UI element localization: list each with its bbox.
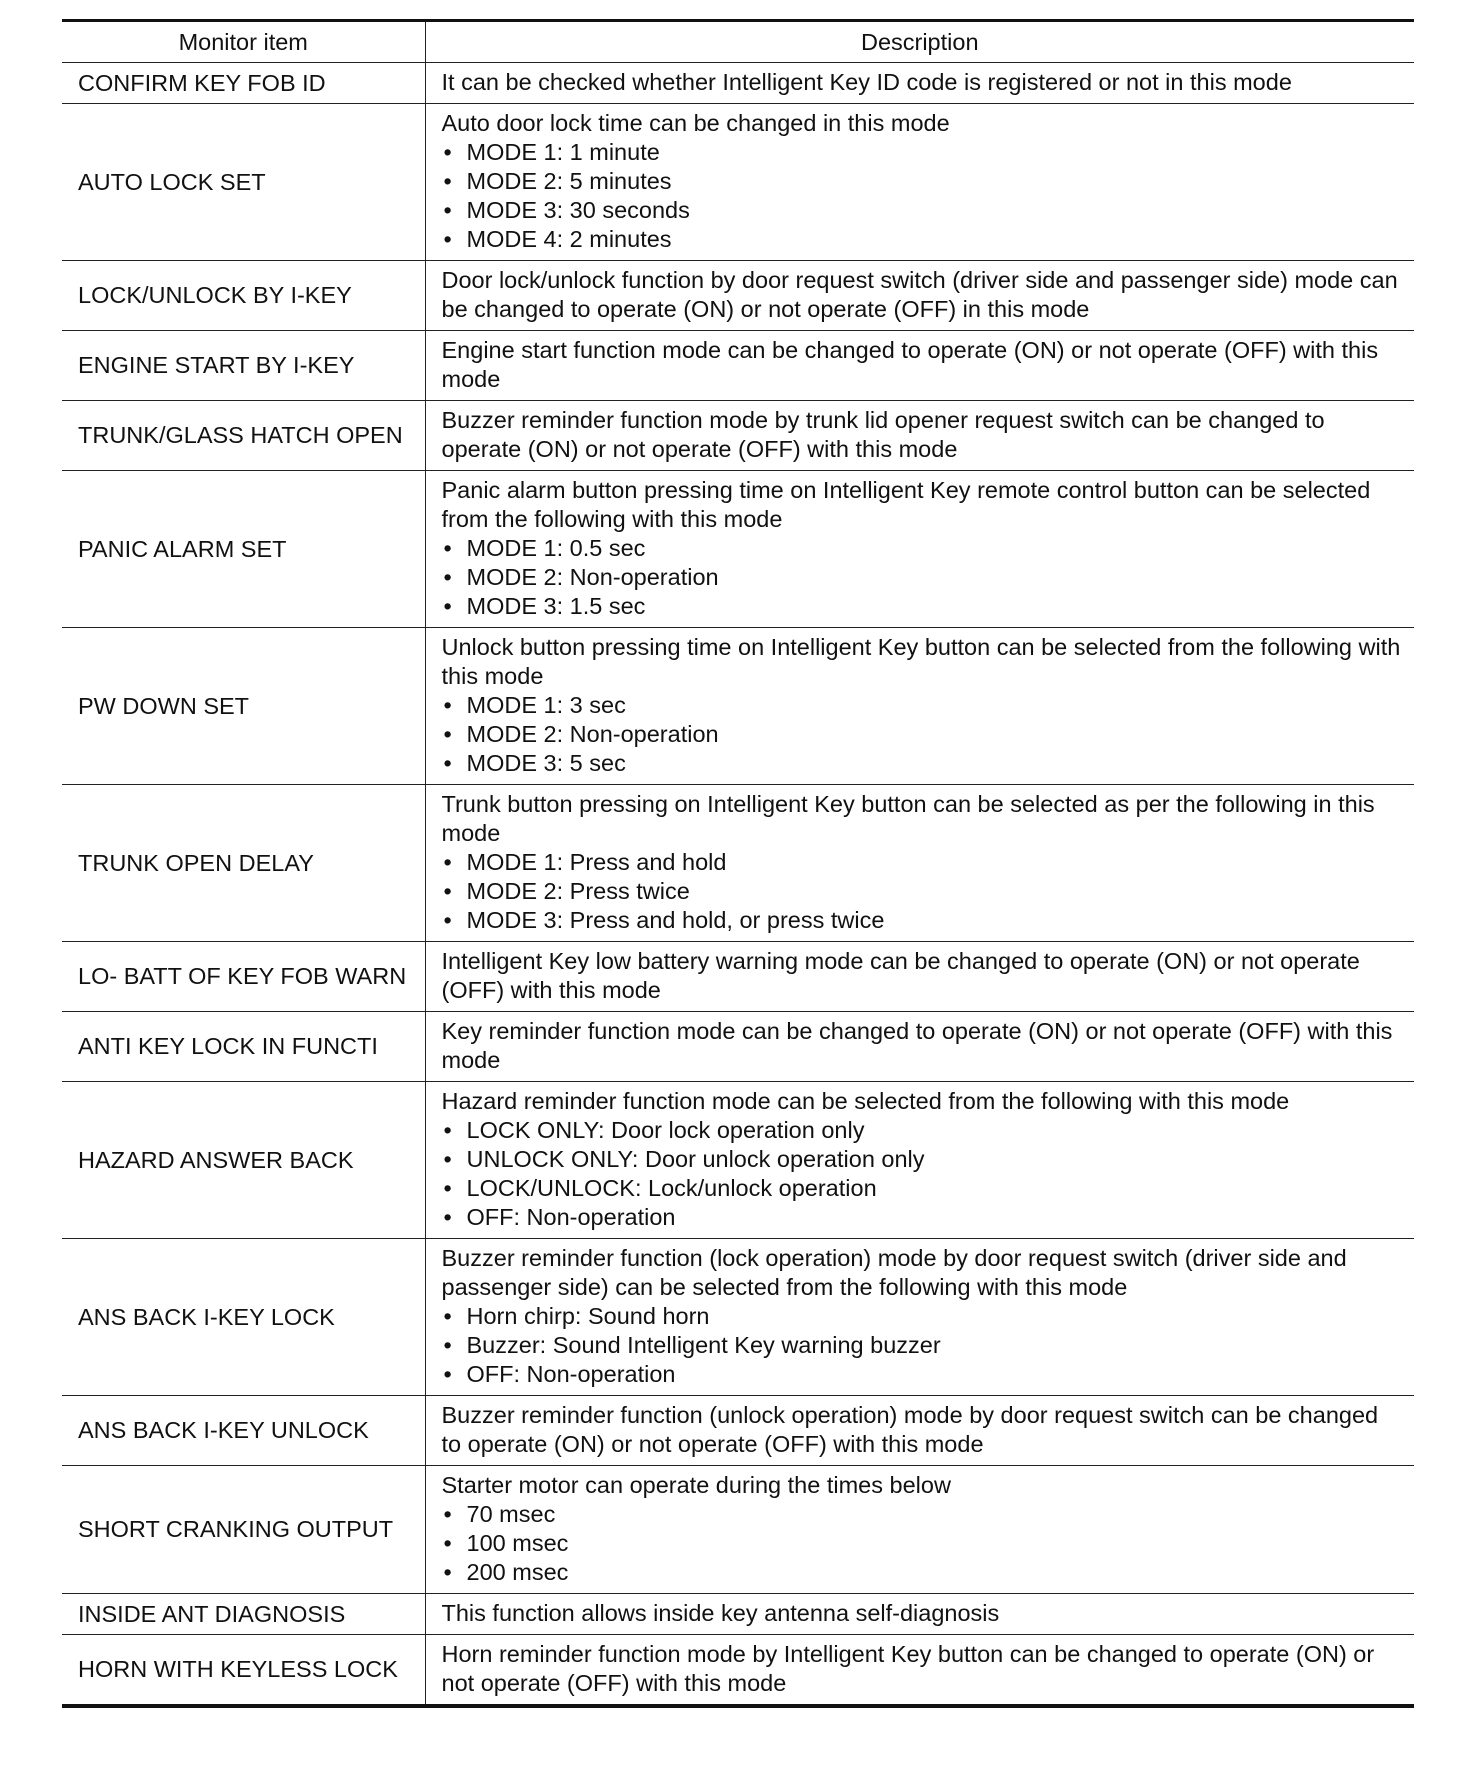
table-row — [62, 1012, 1414, 1082]
description-cell — [425, 471, 1414, 628]
table-body — [62, 63, 1414, 1707]
description-text: Buzzer reminder function mode by trunk lid opener request switch can be changed to operate (ON) or not operate (OFF) with this mode — [441, 407, 1325, 462]
description-text: It can be checked whether Intelligent Key ID code is registered or not in this mode — [441, 69, 1292, 95]
description-bullet-item: • 70 msec — [442, 1500, 1405, 1529]
monitor-item-cell: ANTI KEY LOCK IN FUNCTI — [62, 1012, 425, 1082]
monitor-item-cell: ANS BACK I-KEY LOCK — [62, 1239, 425, 1396]
monitor-item-cell: LOCK/UNLOCK BY I-KEY — [62, 261, 425, 331]
column-header-monitor-item: Monitor item — [62, 21, 425, 63]
monitor-item-cell: PANIC ALARM SET — [62, 471, 425, 628]
description-bullet-list — [442, 138, 1405, 254]
table-row — [62, 471, 1414, 628]
header-row — [62, 21, 1414, 63]
description-cell — [425, 261, 1414, 331]
description-text: Buzzer reminder function (unlock operation) mode by door request switch can be changed to operate (ON) or not operate (OFF) with this mode — [441, 1402, 1379, 1457]
description-bullet-item: • MODE 3: 1.5 sec — [442, 592, 1405, 621]
description-cell — [425, 942, 1414, 1012]
monitor-item-cell: TRUNK/GLASS HATCH OPEN — [62, 401, 425, 471]
monitor-item-cell: CONFIRM KEY FOB ID — [62, 63, 425, 104]
table-row — [62, 942, 1414, 1012]
description-bullet-list — [442, 1302, 1405, 1389]
monitor-item-cell: INSIDE ANT DIAGNOSIS — [62, 1594, 425, 1635]
table-row — [62, 785, 1414, 942]
description-cell — [425, 401, 1414, 471]
monitor-item-cell: LO- BATT OF KEY FOB WARN — [62, 942, 425, 1012]
table-row — [62, 628, 1414, 785]
description-cell — [425, 104, 1414, 261]
description-bullet-item: • MODE 3: 30 seconds — [442, 196, 1405, 225]
monitor-item-cell: TRUNK OPEN DELAY — [62, 785, 425, 942]
table-row — [62, 1396, 1414, 1466]
description-bullet-item: • MODE 1: 1 minute — [442, 138, 1405, 167]
description-cell — [425, 628, 1414, 785]
description-bullet-item: • UNLOCK ONLY: Door unlock operation only — [442, 1145, 1405, 1174]
monitor-item-cell: HORN WITH KEYLESS LOCK — [62, 1635, 425, 1707]
description-bullet-item: • MODE 2: Non-operation — [442, 563, 1405, 592]
description-bullet-item: • MODE 2: Press twice — [442, 877, 1405, 906]
description-bullet-item: • MODE 3: Press and hold, or press twice — [442, 906, 1405, 935]
description-text: Horn reminder function mode by Intelligent Key button can be changed to operate (ON) or not operate (OFF) with this mode — [441, 1641, 1375, 1696]
table-row — [62, 401, 1414, 471]
monitor-item-cell: PW DOWN SET — [62, 628, 425, 785]
description-bullet-item: • Horn chirp: Sound horn — [442, 1302, 1405, 1331]
description-cell — [425, 331, 1414, 401]
description-text: Key reminder function mode can be changed to operate (ON) or not operate (OFF) with this mode — [441, 1018, 1393, 1073]
description-cell — [425, 1239, 1414, 1396]
description-bullet-item: • 200 msec — [442, 1558, 1405, 1587]
description-bullet-item: • MODE 3: 5 sec — [442, 749, 1405, 778]
description-bullet-item: • Buzzer: Sound Intelligent Key warning buzzer — [442, 1331, 1405, 1360]
monitor-item-cell: AUTO LOCK SET — [62, 104, 425, 261]
description-bullet-item: • LOCK ONLY: Door lock operation only — [442, 1116, 1405, 1145]
description-bullet-item: • 100 msec — [442, 1529, 1405, 1558]
description-text: Auto door lock time can be changed in this mode — [441, 110, 950, 136]
description-text: Hazard reminder function mode can be selected from the following with this mode — [441, 1088, 1290, 1114]
description-bullet-item: • MODE 1: Press and hold — [442, 848, 1405, 877]
description-bullet-list — [442, 1500, 1405, 1587]
description-bullet-list — [442, 534, 1405, 621]
description-bullet-list — [442, 691, 1405, 778]
description-bullet-item: • OFF: Non-operation — [442, 1203, 1405, 1232]
description-cell — [425, 1396, 1414, 1466]
table-row — [62, 331, 1414, 401]
table-row — [62, 1466, 1414, 1594]
description-text: Unlock button pressing time on Intelligent Key button can be selected from the following with this mode — [441, 634, 1401, 689]
table-row — [62, 261, 1414, 331]
description-bullet-item: • MODE 1: 3 sec — [442, 691, 1405, 720]
description-text: This function allows inside key antenna self-diagnosis — [441, 1600, 1000, 1626]
table-row — [62, 63, 1414, 104]
table-row — [62, 1594, 1414, 1635]
table-row — [62, 104, 1414, 261]
description-bullet-list — [442, 1116, 1405, 1232]
description-text: Trunk button pressing on Intelligent Key button can be selected as per the following in this mode — [441, 791, 1375, 846]
monitor-item-table — [62, 19, 1414, 1708]
monitor-item-cell: ENGINE START BY I-KEY — [62, 331, 425, 401]
description-cell — [425, 1635, 1414, 1707]
description-text: Intelligent Key low battery warning mode can be changed to operate (ON) or not operate (OFF) with this mode — [441, 948, 1360, 1003]
description-bullet-item: • OFF: Non-operation — [442, 1360, 1405, 1389]
description-text: Starter motor can operate during the times below — [441, 1472, 951, 1498]
monitor-item-cell: ANS BACK I-KEY UNLOCK — [62, 1396, 425, 1466]
table-header — [62, 21, 1414, 63]
monitor-item-cell: HAZARD ANSWER BACK — [62, 1082, 425, 1239]
table-row — [62, 1635, 1414, 1707]
description-cell — [425, 63, 1414, 104]
description-bullet-item: • MODE 2: Non-operation — [442, 720, 1405, 749]
description-bullet-item: • LOCK/UNLOCK: Lock/unlock operation — [442, 1174, 1405, 1203]
description-text: Door lock/unlock function by door request switch (driver side and passenger side) mode can be changed to operate (ON) or not operate (OFF) in this mode — [441, 267, 1398, 322]
description-cell — [425, 1082, 1414, 1239]
column-header-description: Description — [425, 21, 1414, 63]
description-bullet-item: • MODE 4: 2 minutes — [442, 225, 1405, 254]
description-cell — [425, 1594, 1414, 1635]
description-cell — [425, 1012, 1414, 1082]
description-bullet-item: • MODE 2: 5 minutes — [442, 167, 1405, 196]
table-row — [62, 1239, 1414, 1396]
description-bullet-item: • MODE 1: 0.5 sec — [442, 534, 1405, 563]
description-cell — [425, 785, 1414, 942]
description-text: Panic alarm button pressing time on Intelligent Key remote control button can be selected from the following with this mode — [441, 477, 1371, 532]
description-cell — [425, 1466, 1414, 1594]
description-text: Buzzer reminder function (lock operation) mode by door request switch (driver side and passenger side) can be selected from the following with this mode — [441, 1245, 1347, 1300]
description-bullet-list — [442, 848, 1405, 935]
description-text: Engine start function mode can be changed to operate (ON) or not operate (OFF) with this mode — [441, 337, 1379, 392]
monitor-item-cell: SHORT CRANKING OUTPUT — [62, 1466, 425, 1594]
table-row — [62, 1082, 1414, 1239]
